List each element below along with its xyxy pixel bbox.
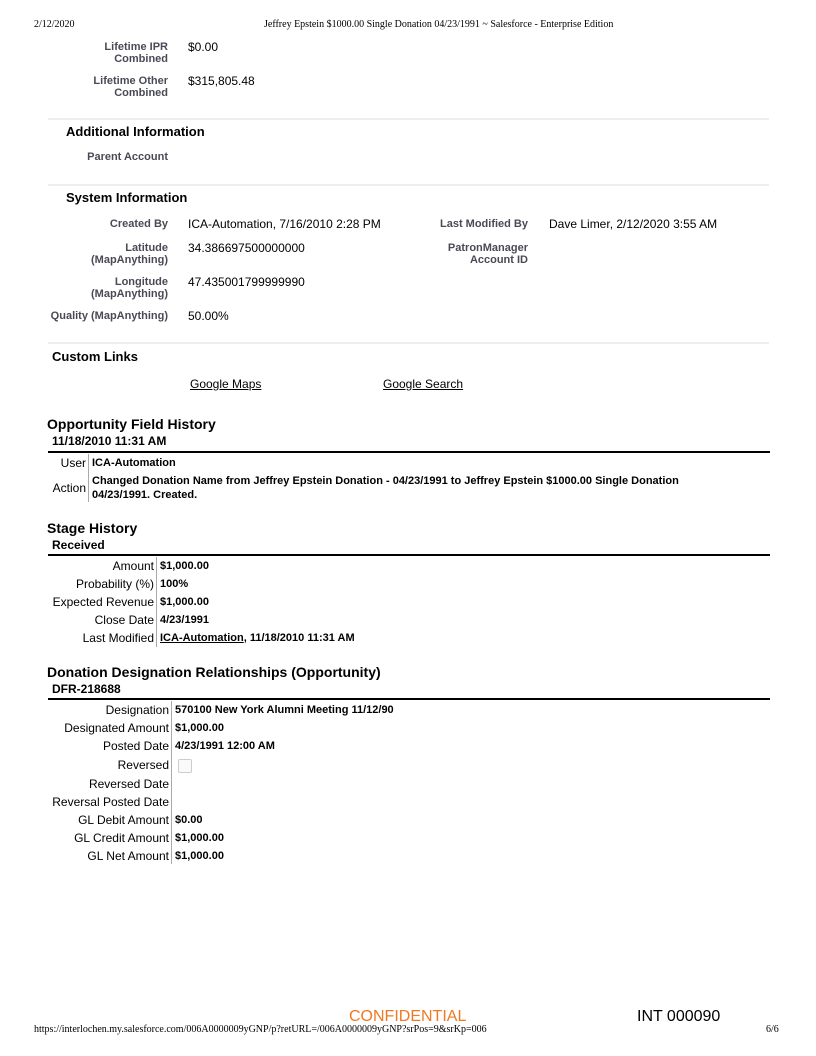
stage-name: Received [52,538,105,552]
longitude-value: 47.435001799999990 [188,275,305,289]
user-value: ICA-Automation [92,457,176,469]
reversed-checkbox[interactable] [178,759,192,773]
last-modified-by-value: Dave Limer, 2/12/2020 3:55 AM [549,217,718,231]
page-number: 6/6 [766,1024,779,1035]
close-date-label: Close Date [94,613,154,627]
section-rule [48,698,770,700]
amount-value: $1,000.00 [160,560,209,572]
lifetime-other-value: $315,805.48 [188,74,255,88]
last-modified-label: Last Modified [82,631,154,645]
quality-value: 50.00% [188,309,229,323]
lifetime-ipr-label: Lifetime IPR Combined [104,41,168,65]
gl-debit-label: GL Debit Amount [78,813,169,827]
posted-date-value: 4/23/1991 12:00 AM [175,740,275,752]
action-value-line2: 04/23/1991. Created. [92,489,198,501]
bates-number: INT 000090 [637,1008,721,1025]
designated-amount-value: $1,000.00 [175,722,224,734]
action-label: Action [52,481,86,495]
designation-value: 570100 New York Alumni Meeting 11/12/90 [175,704,394,716]
probability-label: Probability (%) [75,577,154,591]
additional-info-heading: Additional Information [66,124,205,139]
field-history-date: 11/18/2010 11:31 AM [52,434,167,448]
column-divider [156,557,157,647]
reversal-posted-date-label: Reversal Posted Date [52,795,169,809]
latitude-label: Latitude (MapAnything) [91,242,168,266]
posted-date-label: Posted Date [102,739,169,753]
patron-account-id-label: PatronManager Account ID [447,242,528,266]
expected-revenue-label: Expected Revenue [52,595,154,609]
gl-net-label: GL Net Amount [87,849,169,863]
confidential-stamp: CONFIDENTIAL [349,1008,467,1025]
page-url: https://interlochen.my.salesforce.com/006A0000009yGNP/p?retURL=/006A0000009yGNP?srPos=9&srKp=006 [34,1024,487,1035]
custom-links-heading: Custom Links [52,349,138,364]
field-history-heading: Opportunity Field History [47,416,216,432]
last-modified-value [160,631,355,645]
designation-label: Designation [105,703,169,717]
lifetime-ipr-value: $0.00 [188,40,219,54]
divider [48,342,769,344]
section-rule [48,451,770,453]
modified-user-link[interactable]: ICA-Automation [160,632,244,644]
parent-account-label: Parent Account [87,151,168,163]
modified-date: , 11/18/2010 11:31 AM [243,632,355,644]
divider [48,118,769,120]
expected-revenue-value: $1,000.00 [160,596,209,608]
gl-credit-value: $1,000.00 [175,832,224,844]
designation-heading: Donation Designation Relationships (Opportunity) [47,664,381,680]
close-date-value: 4/23/1991 [160,614,209,626]
print-date: 2/12/2020 [34,19,75,30]
lifetime-other-label: Lifetime Other Combined [93,75,168,99]
google-search-link[interactable]: Google Search [383,377,464,391]
last-modified-by-label: Last Modified By [439,218,528,230]
system-info-heading: System Information [66,190,188,205]
probability-value: 100% [160,578,189,590]
created-by-value: ICA-Automation, 7/16/2010 2:28 PM [188,217,381,231]
action-value-line1: Changed Donation Name from Jeffrey Epstein Donation - 04/23/1991 to Jeffrey Epstein $1000.00 Single Donation [92,475,679,487]
latitude-value: 34.386697500000000 [188,241,305,255]
stage-history-heading: Stage History [47,520,138,536]
gl-credit-label: GL Credit Amount [74,831,169,845]
column-divider [171,701,172,864]
gl-debit-value: $0.00 [175,814,203,826]
created-by-label: Created By [109,218,168,230]
section-rule [48,554,770,556]
reversed-label: Reversed [117,758,169,772]
divider [48,184,769,186]
google-maps-link[interactable]: Google Maps [190,377,262,391]
action-value [92,474,772,502]
user-label: User [60,456,86,470]
designated-amount-label: Designated Amount [64,721,169,735]
longitude-label: Longitude (MapAnything) [91,276,168,300]
page-title: Jeffrey Epstein $1000.00 Single Donation 04/23/1991 ~ Salesforce - Enterprise Edition [264,19,614,30]
designation-id: DFR-218688 [52,682,121,696]
reversed-date-label: Reversed Date [88,777,169,791]
column-divider [88,454,89,502]
gl-net-value: $1,000.00 [175,850,224,862]
amount-label: Amount [112,559,154,573]
quality-label: Quality (MapAnything) [50,310,168,322]
